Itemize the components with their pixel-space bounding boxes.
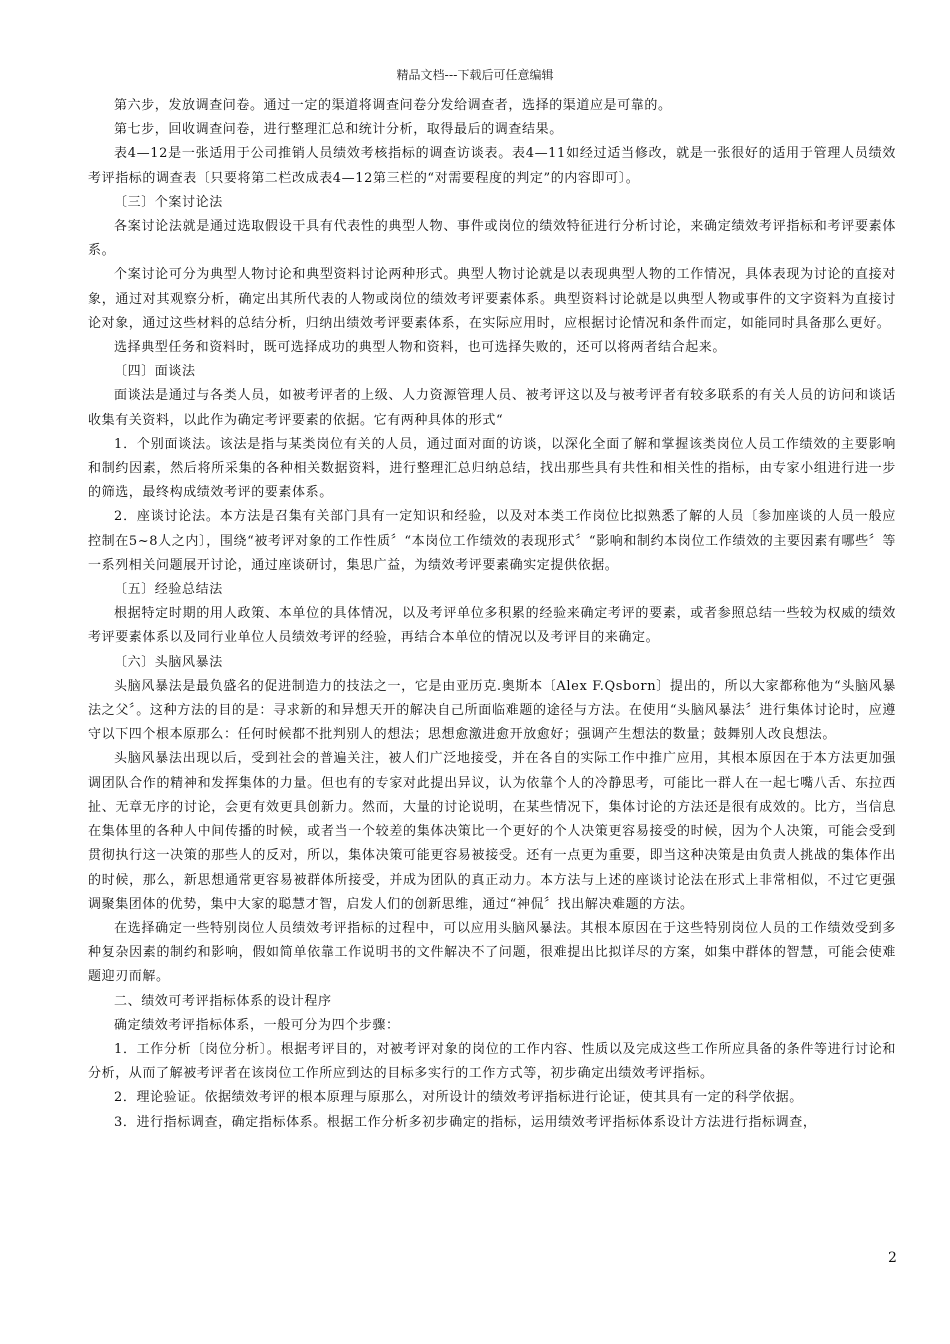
paragraph: 选择典型任务和资料时，既可选择成功的典型人物和资料，也可选择失败的，还可以将两者结合起来。 xyxy=(114,340,727,356)
paragraph: 在选择确定一些特别岗位人员绩效考评指标的过程中，可以应用头脑风暴法。其根本原因在于这些特别岗位人员的工作绩效受到多种复杂因素的制约和影响，假如简单依靠工作说明书的文件解决不了问题，很难提出比拟详尽的方案，如集中群体的智慧，可能会使难题迎刃而解。 xyxy=(88,920,896,985)
paragraph: 3．进行指标调查，确定指标体系。根据工作分析多初步确定的指标，运用绩效考评指标体系设计方法进行指标调查， xyxy=(114,1114,817,1130)
section-heading: 二、绩效可考评指标体系的设计程序 xyxy=(114,993,332,1009)
paragraph: 1．个别面谈法。该法是指与某类岗位有关的人员，通过面对面的访谈，以深化全面了解和掌握该类岗位人员工作绩效的主要影响和制约因素，然后将所采集的各种相关数据资料，进行整理汇总归纳总结，找出那些具有共性和相关性的指标，由专家小组进行进一步的筛选，最终构成绩效考评的要素体系。 xyxy=(88,436,896,501)
paragraph: 确定绩效考评指标体系，一般可分为四个步骤： xyxy=(114,1017,400,1033)
document-body xyxy=(88,94,896,1135)
paragraph: 2．座谈讨论法。本方法是召集有关部门具有一定知识和经验，以及对本类工作岗位比拟熟悉了解的人员〔参加座谈的人员一般应控制在5~8人之内〕，围绕“被考评对象的工作性质〞“本岗位工作绩效的表现形式〞“影响和制约本岗位工作绩效的主要因素有哪些〞等一系列相关问题展开讨论，通过座谈研讨，集思广益，为绩效考评要素确实定提供依据。 xyxy=(88,509,896,573)
paragraph: 根据特定时期的用人政策、本单位的具体情况，以及考评单位多积累的经验来确定考评的要素，或者参照总结一些较为权威的绩效考评要素体系以及同行业单位人员绩效考评的经验，再结合本单位的情况以及考评目的来确定。 xyxy=(88,606,896,646)
paragraph: 表4—12是一张适用于公司推销人员绩效考核指标的调查访谈表。表4—11如经过适当修改，就是一张很好的适用于管理人员绩效考评指标的调查表〔只要将第二栏改成表4—12第三栏的“对需要程度的判定”的内容即可〕。 xyxy=(88,146,896,186)
page-header: 精品文档---下载后可任意编辑 xyxy=(396,68,554,82)
paragraph: 面谈法是通过与各类人员，如被考评者的上级、人力资源管理人员、被考评这以及与被考评者有较多联系的有关人员的访问和谈话收集有关资料，以此作为确定考评要素的依据。它有两种具体的形式“ xyxy=(88,388,896,428)
section-heading: 〔三〕个案讨论法 xyxy=(114,194,223,210)
paragraph: 个案讨论可分为典型人物讨论和典型资料讨论两种形式。典型人物讨论就是以表现典型人物的工作情况，具体表现为讨论的直接对象，通过对其观察分析，确定出其所代表的人物或岗位的绩效考评要素体系。典型资料讨论就是以典型人物或事件的文字资料为直接讨论对象，通过这些材料的总结分析，归纳出绩效考评要素体系，在实际应用时，应根据讨论情况和条件而定，如能同时具备那么更好。 xyxy=(88,267,896,331)
paragraph: 2．理论验证。依据绩效考评的根本原理与原那么，对所设计的绩效考评指标进行论证，使其具有一定的科学依据。 xyxy=(114,1090,803,1106)
paragraph: 第七步，回收调查问卷，进行整理汇总和统计分析，取得最后的调查结果。 xyxy=(114,122,563,138)
paragraph: 第六步，发放调查问卷。通过一定的渠道将调查问卷分发给调查者，选择的渠道应是可靠的。 xyxy=(114,98,672,113)
paragraph: 头脑风暴法是最负盛名的促进制造力的技法之一，它是由亚历克.奥斯本〔Alex F.Qsborn〕提出的，所以大家都称他为“头脑风暴法之父〞。这种方法的目的是：寻求新的和异想天开的解决自己所面临难题的途径与方法。在使用“头脑风暴法〞进行集体讨论时，应遵守以下四个根本原那么：任何时候都不批判别人的想法；思想愈激进愈开放愈好；强调产生想法的数量；鼓舞别人改良想法。 xyxy=(88,678,896,743)
page-number: 2 xyxy=(888,1250,897,1266)
section-heading: 〔四〕面谈法 xyxy=(114,364,196,380)
paragraph: 头脑风暴法出现以后，受到社会的普遍关注，被人们广泛地接受，并在各自的实际工作中推广应用，其根本原因在于本方法更加强调团队合作的精神和发挥集体的力量。但也有的专家对此提出异议，认为依靠个人的冷静思考，可能比一群人在一起七嘴八舌、东拉西扯、无章无序的讨论，会更有效更具创新力。然而，大量的讨论说明，在某些情况下，集体讨论的方法还是很有成效的。比方，当信息在集体里的各种人中间传播的时候，或者当一个较差的集体决策比一个更好的个人决策更容易接受的时候，因为个人决策，可能会受到贯彻执行这一决策的那些人的反对，所以，集体决策可能更容易被接受。还有一点更为重要，即当这种决策是由负责人挑战的集体作出的时候，那么，新思想通常更容易被群体所接受，并成为团队的真正动力。本方法与上述的座谈讨论法在形式上非常相似，不过它更强调聚集团体的优势，集中大家的聪慧才智，启发人们的创新思维，通过“神侃〞找出解决难题的方法。 xyxy=(88,751,896,912)
paragraph: 1．工作分析〔岗位分析〕。根据考评目的，对被考评对象的岗位的工作内容、性质以及完成这些工作所应具备的条件等进行讨论和分析，从而了解被考评者在该岗位工作所应到达的目标多实行的工作方式等，初步确定出绩效考评指标。 xyxy=(88,1041,896,1082)
section-heading: 〔五〕经验总结法 xyxy=(114,582,223,598)
section-heading: 〔六〕头脑风暴法 xyxy=(114,654,223,670)
paragraph: 各案讨论法就是通过选取假设干具有代表性的典型人物、事件或岗位的绩效特征进行分析讨论，来确定绩效考评指标和考评要素体系。 xyxy=(88,219,896,259)
